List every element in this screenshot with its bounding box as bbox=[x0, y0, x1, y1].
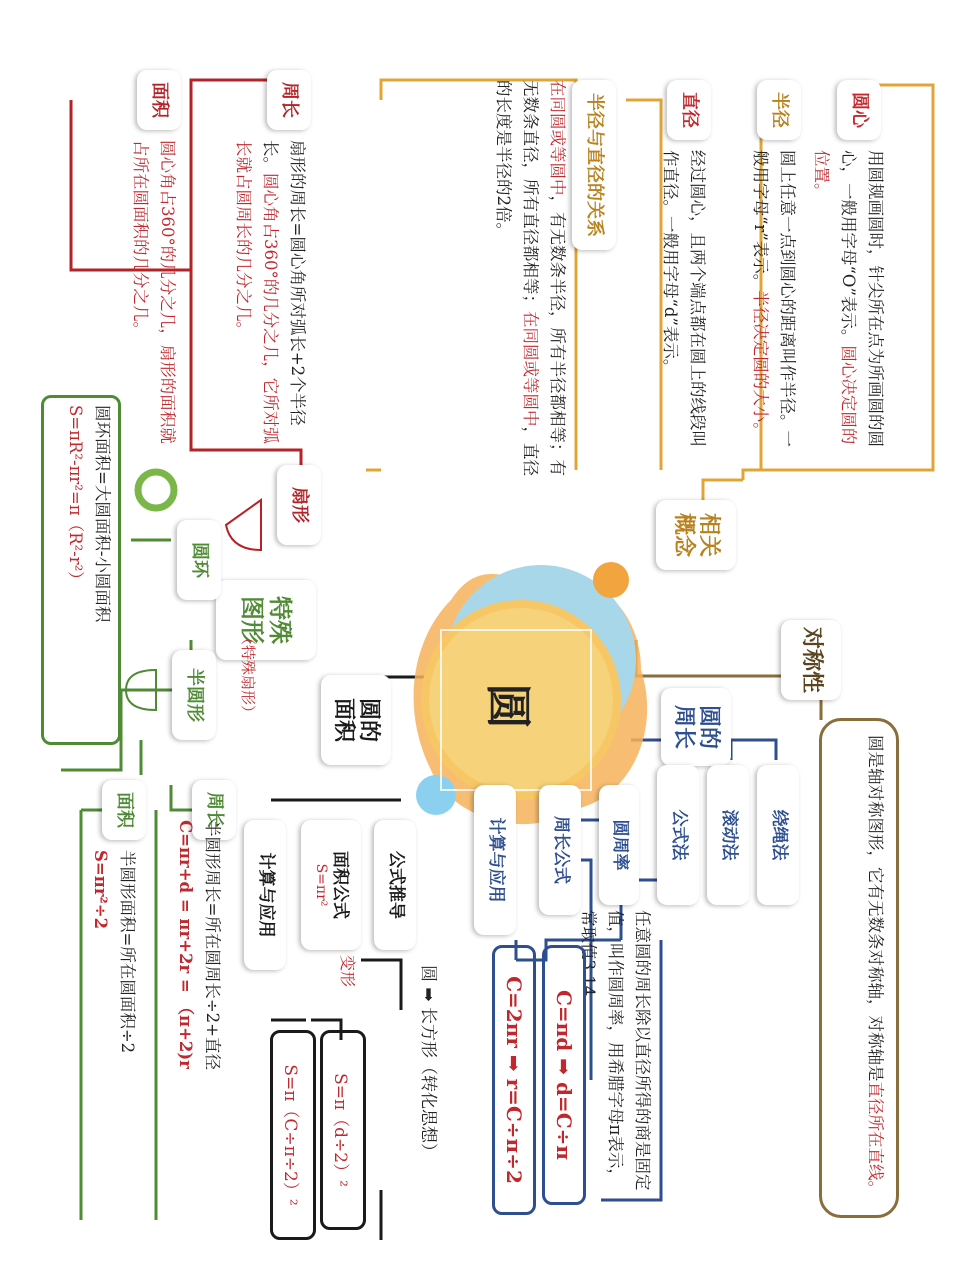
area-transform: 变形 bbox=[338, 955, 357, 988]
radius-text: 圆上任意一点到圆心的距离叫作半径。一般用字母“r”表示。半径决定圆的大小。 bbox=[751, 150, 797, 447]
semicircle-area-label: 面积 bbox=[102, 780, 146, 840]
relation-label: 半径与直径的关系 bbox=[572, 80, 616, 250]
center-point-text: 用圆规画圆时，针尖所在点为所画圆的圆心，一般用字母“O”表示。圆心决定圆的位置。 bbox=[812, 150, 885, 447]
semicircle-perimeter-text: 半圆形周长=所在圆周长÷2+直径 C=πr+d = πr+2r = （π+2)r bbox=[176, 820, 222, 1070]
semicircle-label: 半圆形 bbox=[172, 650, 216, 740]
semicircle-area-text: 半圆形面积=所在圆面积÷2 S=πr²÷2 bbox=[91, 850, 137, 1054]
sector-shape bbox=[221, 495, 271, 555]
circumference-label: 圆的周长 bbox=[661, 688, 731, 766]
circumference-formula-2: C=2πr ➡ r=C÷π÷2 bbox=[492, 945, 536, 1215]
semicircle-perimeter-label: 周长 bbox=[192, 780, 236, 840]
area-derive-text: 圆 ➡ 长方形（转化思想） bbox=[418, 965, 438, 1161]
sector-perimeter-label: 周长 bbox=[267, 70, 311, 130]
sector-label: 扇形 bbox=[277, 465, 321, 545]
ring-label: 圆环 bbox=[177, 520, 221, 600]
pi-text: 任意圆的周长除以直径所得的商是固定值，叫作圆周率，用希腊字母π表示，常取值3.14 bbox=[579, 910, 652, 1191]
area-formula-1: S=π（d÷2）² bbox=[320, 1030, 366, 1230]
roll-method: 滚动法 bbox=[707, 765, 749, 905]
area-formula-2: S=π（C÷π÷2）² bbox=[270, 1030, 316, 1240]
circumference-formula-1: C=πd ➡ d=C÷π bbox=[542, 945, 586, 1205]
diameter-label: 直径 bbox=[667, 80, 711, 140]
area-formula-label: 面积公式 S=πr² bbox=[301, 820, 361, 950]
special-label: 特殊图形 bbox=[216, 580, 316, 660]
sector-area-text: 圆心角占360°的几分之几，扇形的面积就占所在圆面积的几分之几。 bbox=[131, 140, 177, 444]
semicircle-note: （特殊扇形） bbox=[239, 630, 257, 721]
circumference-formula-label: 周长公式 bbox=[539, 785, 581, 915]
symmetry-text: 圆是轴对称图形，它有无数条对称轴，对称轴是直径所在直线。 bbox=[866, 735, 885, 1197]
sector-perimeter-text: 扇形的周长=圆心角所对弧长+2个半径长。圆心角占360°的几分之几，它所对弧长就占圆周长的几分之几。 bbox=[234, 140, 307, 444]
center-title: 圆 bbox=[481, 683, 535, 729]
diameter-text: 经过圆心，且两个端点都在圆上的线段叫作直径。一般用字母“d”表示。 bbox=[661, 150, 707, 447]
relation-text: 在同圆或等圆中，有无数条半径，所有半径都相等；有无数条直径，所有直径都相等；在同圆或等圆中，直径的长度是半径的2倍。 bbox=[494, 80, 567, 476]
concepts-label: 相关概念 bbox=[656, 500, 736, 570]
rope-method: 绕绳法 bbox=[757, 765, 799, 905]
ring-text: 圆环面积=大圆面积-小圆面积 S=πR²-πr²=π（R²-r²） bbox=[66, 405, 112, 623]
semicircle-shape bbox=[121, 665, 161, 715]
circumference-application: 计算与应用 bbox=[474, 785, 516, 935]
ring-shape bbox=[131, 465, 181, 515]
pi-label: 圆周率 bbox=[599, 785, 639, 905]
area-label: 圆的面积 bbox=[321, 675, 391, 765]
formula-method: 公式法 bbox=[657, 765, 699, 905]
area-application: 计算与应用 bbox=[244, 820, 286, 970]
sector-area-label: 面积 bbox=[137, 70, 181, 130]
radius-label: 半径 bbox=[757, 80, 801, 140]
center-point-label: 圆心 bbox=[837, 80, 881, 140]
symmetry-label: 对称性 bbox=[781, 620, 841, 700]
area-derive-label: 公式推导 bbox=[374, 820, 416, 950]
